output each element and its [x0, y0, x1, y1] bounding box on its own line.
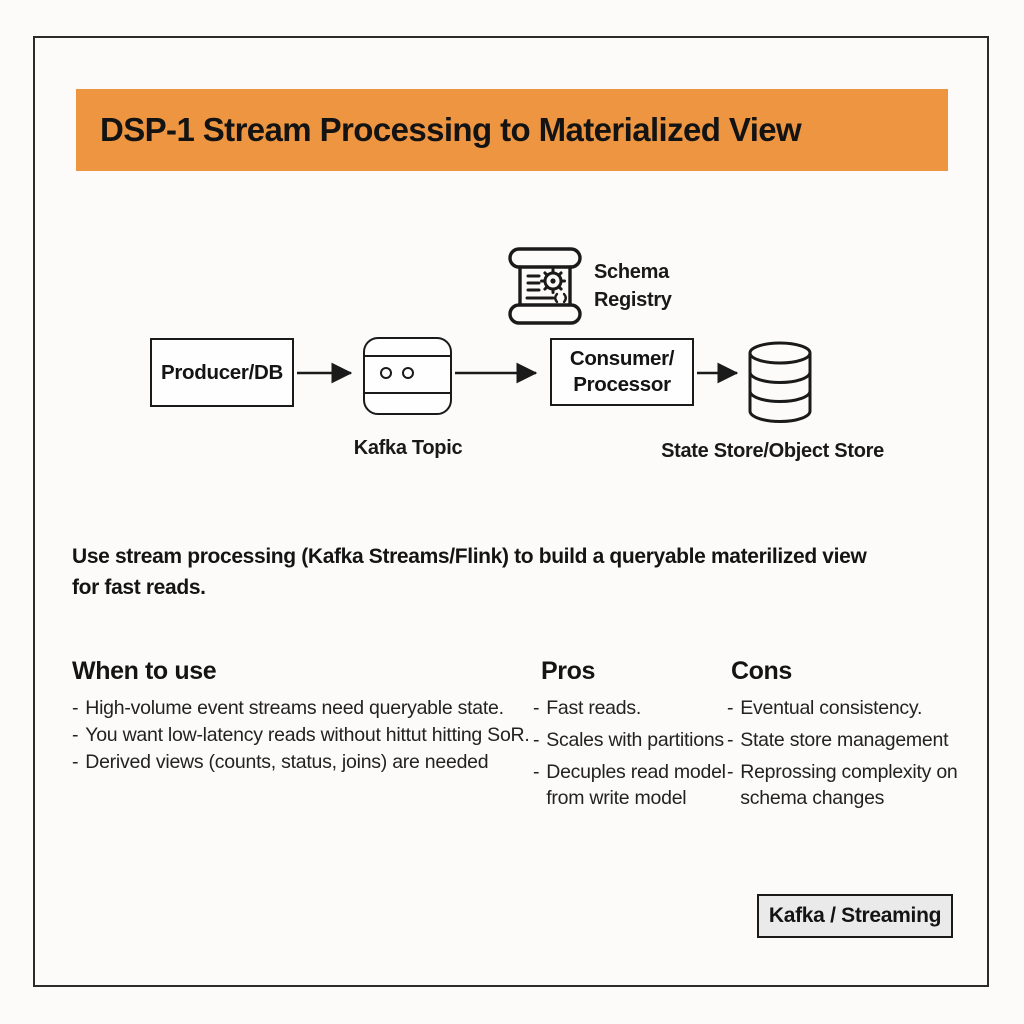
list-item: [727, 695, 967, 721]
braces-glyph: [555, 294, 566, 302]
list-item: [533, 759, 741, 811]
cons-list: [727, 695, 967, 817]
list-item: [533, 727, 741, 753]
list-item-text: State store management: [740, 729, 949, 751]
producer-db-label: Producer/DB: [160, 360, 283, 384]
kafka-topic-icon-divider-bottom: [365, 392, 450, 394]
page-title: DSP-1 Stream Processing to Materialized View: [100, 111, 802, 148]
category-tag-label: Kafka / Streaming: [768, 904, 942, 927]
slide-border: [33, 36, 989, 987]
bullet-dash: -: [72, 751, 79, 773]
gear-glyph: [542, 270, 565, 293]
consumer-label-line2: Processor: [573, 373, 671, 396]
list-item-text: Decuples read model from write model: [546, 761, 726, 809]
list-item-text: Scales with partitions: [546, 729, 724, 751]
kafka-topic-icon-divider-top: [365, 355, 450, 357]
kafka-topic-icon-dot: [380, 367, 392, 379]
producer-db-node: [150, 338, 294, 407]
consumer-label-line1: Consumer/: [569, 347, 675, 370]
list-item-text: Reprossing complexity on schema changes: [740, 761, 958, 809]
kafka-topic-icon-dot: [402, 367, 414, 379]
title-bar: [76, 89, 948, 171]
list-item-text: Derived views (counts, status, joins) are needed: [85, 751, 489, 773]
kafka-topic-label: Kafka Topic: [353, 437, 463, 459]
kafka-topic-icon: [363, 337, 452, 415]
bullet-dash: -: [727, 729, 734, 751]
when-to-use-heading: When to use: [72, 657, 217, 685]
schema-registry-label-line2: Registry: [594, 289, 672, 311]
list-item: [727, 759, 967, 811]
cons-heading: Cons: [731, 657, 792, 685]
bullet-dash: -: [533, 697, 540, 719]
pros-list: [533, 695, 741, 817]
description-text: Use stream processing (Kafka Streams/Flink) to build a queryable materilized view for fast reads.: [72, 545, 867, 599]
list-item-text: You want low-latency reads without hittut hitting SoR.: [85, 724, 530, 746]
list-item: [727, 727, 967, 753]
list-item-text: High-volume event streams need queryable state.: [85, 697, 504, 719]
database-cylinder-icon: [747, 341, 813, 423]
section-pros: [533, 657, 741, 817]
list-item: [533, 695, 741, 721]
bullet-dash: -: [727, 761, 734, 783]
list-item-text: Fast reads.: [546, 697, 642, 719]
bullet-dash: -: [533, 761, 540, 783]
section-cons: [727, 657, 967, 817]
category-tag: [757, 894, 953, 938]
schema-registry-label: [594, 258, 672, 314]
schema-registry-scroll-icon: [507, 245, 583, 327]
list-item-text: Eventual consistency.: [740, 697, 923, 719]
consumer-processor-node: [550, 338, 694, 406]
list-item: [72, 695, 530, 722]
list-item: [72, 722, 530, 749]
state-store-label: State Store/Object Store: [661, 440, 884, 462]
bullet-dash: -: [727, 697, 734, 719]
bullet-dash: -: [533, 729, 540, 751]
bullet-dash: -: [72, 724, 79, 746]
when-to-use-list: [72, 695, 530, 776]
pros-heading: Pros: [541, 657, 595, 685]
bullet-dash: -: [72, 697, 79, 719]
list-item: [72, 749, 530, 776]
section-when-to-use: [72, 657, 530, 776]
schema-registry-label-line1: Schema: [594, 261, 669, 283]
